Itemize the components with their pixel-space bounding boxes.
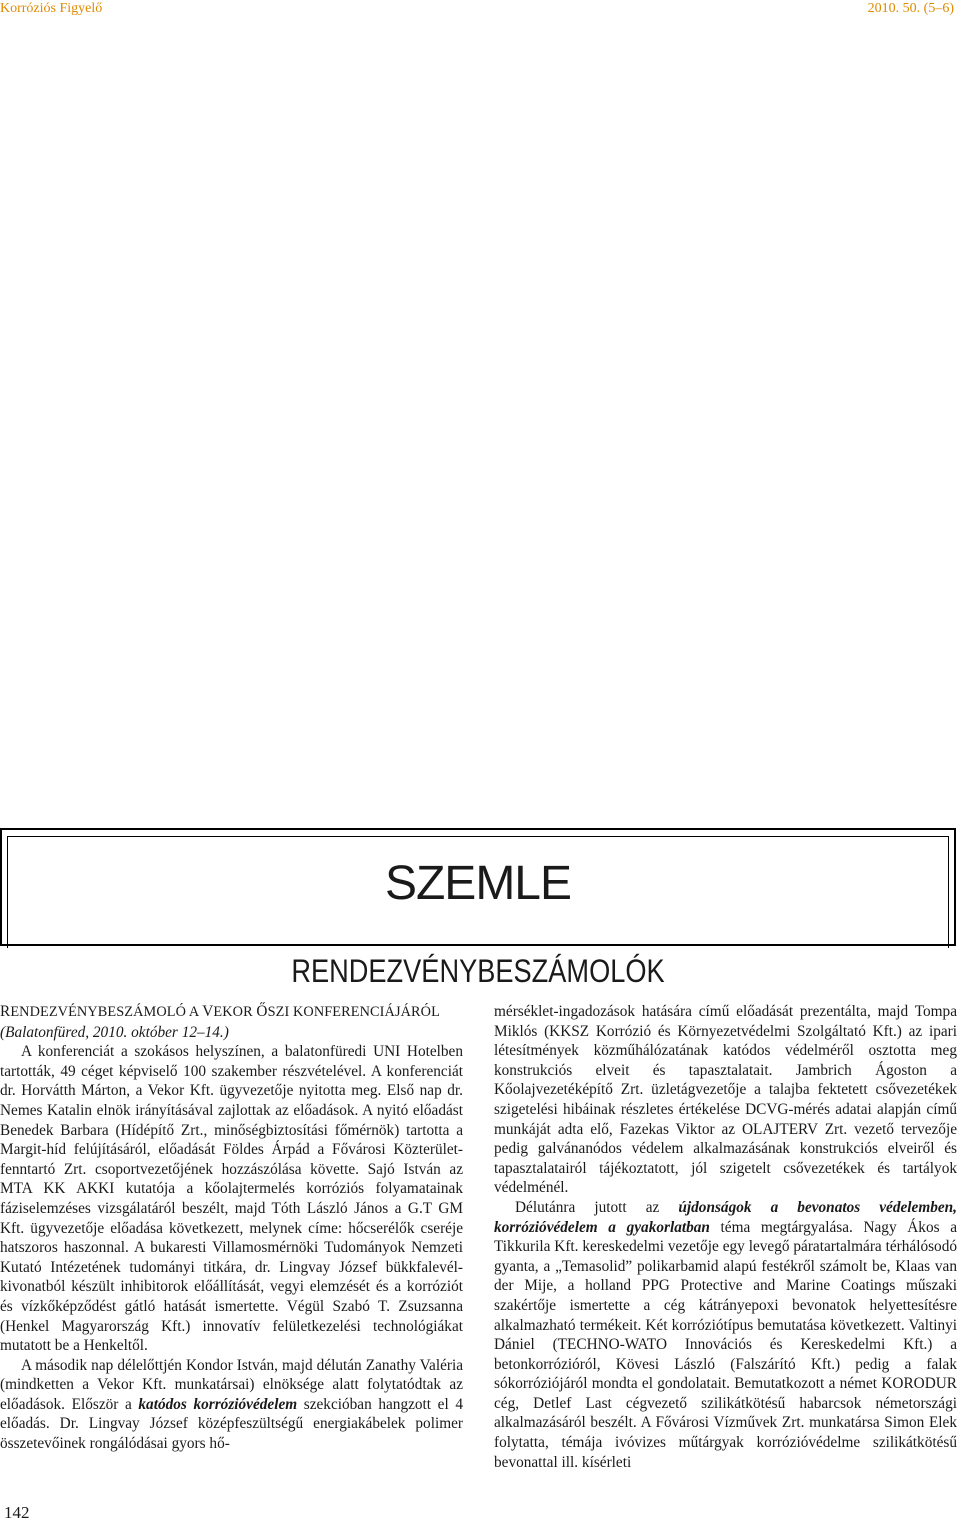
section-subtitle: RENDEZVÉNYBESZÁMOLÓK [291, 953, 665, 989]
article-date: (Balatonfüred, 2010. október 12–14.) [0, 1023, 229, 1041]
article-title: RENDEZVÉNYBESZÁMOLÓ A VEKOR ŐSZI KONFERENCIÁJÁRÓL [0, 1003, 440, 1020]
section-title: SZEMLE [384, 857, 572, 910]
paragraph: Délutánra jutott az újdonságok a bevonatos védelemben, korrózióvédelem a gyakorlatban téma megtárgyalása. Nagy Ákos a Tikkurila Kft. kereskedelmi vezetője egy levegő páratartalmára térhálósodó gyanta, a „Temasolid” polikarbamid alapú festékről számolt be, Klaas van der Mije, a holland PPG Protective and Marine Coatings műszaki szakértője ismertette a cég kátrányepoxi bevonatok helyettesítésre alkalmazható termékeit. Két korróziótípus bemutatása következett. Valtinyi Dániel (TECHNO-WATO Innovációs és Kereskedelmi Kft.) a betonkorrózióról, Kövesi László (Falszárító Kft.) pedig a falak sókorróziójáról mondta el gondolatait. Bemutatkozott a német KORODUR cég, Detlef Last cégvezető szilikátkötésű habarcsok németországi alkalmazásáról beszélt. A Fővárosi Vízművek Zrt. munkatársa Simon Elek folytatta, témája ivóvizes műtárgyak korrózióvédelme szilikátkötésű bevonattal ill. kísérleti [494, 1198, 957, 1471]
journal-name: Korróziós Figyelő [0, 1, 103, 16]
paragraph: A második nap délelőttjén Kondor István, majd délután Zanathy Valéria (mindketten a Vekor Kft. munkatársai) elnöksége alatt folytatódtak az előadások. Először a katódos korrózióvédelem szekcióban hangzott el 4 előadás. Dr. Lingvay József középfeszültségű energiakábelek polimer összetevőinek rongálódásai gyors hő- [0, 1356, 463, 1453]
issue-info: 2010. 50. (5–6) [867, 1, 954, 16]
left-column [0, 1002, 463, 1454]
running-header [0, 0, 960, 18]
page-number: 142 [4, 1503, 30, 1522]
right-column [494, 1002, 957, 1472]
paragraph: mérséklet-ingadozások hatására című előadását prezentálta, majd Tompa Miklós (KKSZ Korrózió és Környezetvédelmi Szolgáltató Kft.) az ipari létesítmények közműhálózatának katódos védelméről osztotta meg konstrukciós elveit és tapasztalatait. Jambrich Ágoston a Kőolajvezetéképítő Zrt. üzletágvezetője a talajba fektetett csővezetékek szigetelési hibáinak részletes értékelése DCVG-mérés adatai alapján című munkáját adta elő, Fazekas Viktor az OLAJTERV Zrt. vezető tervezője pedig galvánanódos védelem alkalmazásának konstrukciós elveiről és tapasztalatairól tájékoztatott, jól szigetelt csővezetékek és tartályok védelménél. [494, 1003, 957, 1197]
paragraph: A konferenciát a szokásos helyszínen, a balatonfüredi UNI Hotelben tartották, 49 céget képviselő 100 szakember részvételével. A konferenciát dr. Horvátth Márton, a Vekor Kft. ügyvezetője nyitotta meg. Első nap dr. Nemes Katalin elnök irányításával zajlottak az előadások. A nyitó előadást Benedek Barbara (Hídépítő Zrt., minőségbiztosítási főmérnök) tartotta a Margit-híd felújításáról, előadását Földes Árpád a Fővárosi Közterület-fenntartó Zrt. csoportvezetőjének hozzászólása követte. Sajó István az MTA KK AKKI kutatója a kőolajtermelés korróziós folyamatainak fáziselemzéses vizsgálatáról beszélt, majd Tóth László János a G.T GM Kft. ügyvezetője előadása következett, melynek címe: hőcserélők cseréje hatszoros haszonnal. A bukaresti Villamosmérnöki Tudományok Nemzeti Kutató Intézetének tudományi titkára, dr. Lingvay József bükkfalevél-kivonatból készült inhibitorok előállítását, vegyi elemzését és a korróziót és vízkőképződést gátló hatását ismertette. Végül Szabó T. Zsuzsanna (Henkel Magyarország Kft.) innovatív felületkezelési technológiákat mutatott be a Henkeltől. [0, 1043, 463, 1355]
